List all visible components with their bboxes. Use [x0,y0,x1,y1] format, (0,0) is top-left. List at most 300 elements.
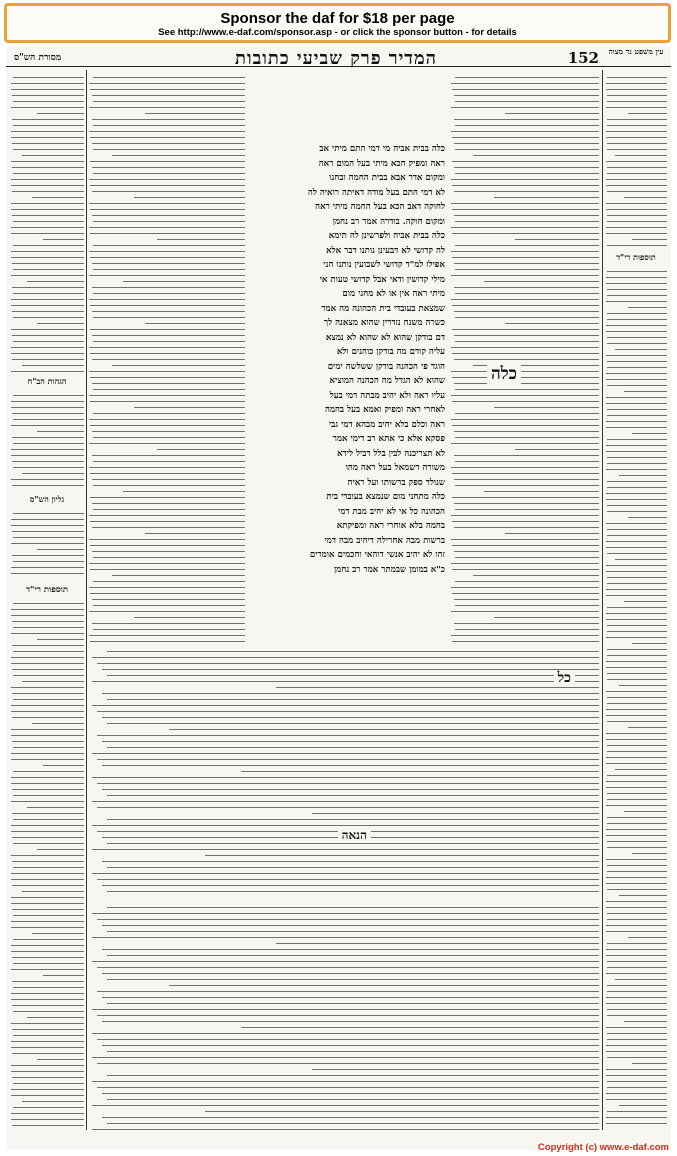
text-line [13,843,84,845]
text-line [454,191,600,193]
text-line [607,529,667,531]
text-line [12,167,84,169]
text-line [452,473,599,475]
text-line [454,167,600,169]
text-line [454,623,600,625]
text-line [615,979,667,981]
text-line [102,997,599,999]
text-line [454,383,600,385]
text-line [13,747,84,749]
masoret-hashas-label: מסורת הש"ס [14,53,62,63]
text-line [11,633,84,635]
text-line [494,197,599,199]
text-line [12,555,84,557]
text-line [606,667,667,669]
page-title: המדיר פרק שביעי כתובות [235,48,437,69]
text-line [606,829,667,831]
text-line [452,209,599,211]
text-line [607,583,667,585]
text-line [93,317,245,319]
text-line [11,371,84,373]
text-line [37,639,84,641]
text-line [12,531,84,533]
text-line [11,543,84,545]
footer-commentary-block [87,902,599,1130]
text-line [454,311,600,313]
text-line [92,753,599,755]
text-line [607,961,667,963]
text-line [628,307,667,309]
text-line [32,723,84,725]
text-line [454,287,600,289]
text-line [11,729,84,731]
text-line [11,873,84,875]
text-line [11,1041,84,1043]
gemara-line: כלה בבית אביה מי דמי התם מיתי אב [319,144,445,154]
text-line [606,203,667,205]
hanaa-dibur-hamatchil: הנאה [338,828,371,843]
text-line [112,365,245,367]
text-line [90,425,245,427]
sponsor-banner-subtitle[interactable]: See http://www.e-daf.com/sponsor.asp - or click the sponsor button - for details [158,27,517,38]
text-line [93,221,245,223]
text-line [107,1075,599,1077]
text-line [92,599,245,601]
text-line [606,325,667,327]
text-line [37,323,84,325]
text-line [607,511,667,513]
text-line [11,705,84,707]
text-line [607,119,667,121]
text-line [607,361,667,363]
text-line [515,449,599,451]
text-line [107,979,599,981]
ein-mishpat-column [605,72,667,250]
copyright-link[interactable]: Copyright (c) www.e-daf.com [537,1142,669,1153]
text-line [624,601,667,603]
text-line [11,329,84,331]
text-line [11,687,84,689]
text-line [90,257,245,259]
gemara-line: ראה ומפיק הכא מיתי בעל המום ראה [318,158,445,169]
text-line [145,533,245,535]
text-line [484,281,600,283]
gemara-text [249,142,445,577]
text-line [11,753,84,755]
text-line [93,269,245,271]
text-line [452,497,599,499]
text-line [89,539,245,541]
text-line [607,943,667,945]
gemara-line: בהמה בלא אוחרי ראה ומפיקתא [336,521,445,531]
hagahot-habach-heading: הגהות הב"ח [12,376,82,386]
hagahot-habach-text [10,395,84,491]
text-line [452,593,599,595]
text-line [454,143,600,145]
text-line [607,505,667,507]
text-line [37,113,84,115]
text-line [22,1101,84,1103]
text-line [607,77,667,79]
text-line [606,955,667,957]
text-line [607,481,667,483]
text-line [607,295,667,297]
text-line [452,401,599,403]
text-line [93,389,245,391]
text-line [134,617,245,619]
text-line [312,813,599,815]
gemara-line: ומקום חוקה. בודרה אמר רב נחמן [332,216,445,227]
text-line [455,269,599,271]
text-line [455,461,599,463]
text-line [505,533,600,535]
text-line [454,95,600,97]
text-line [11,879,84,881]
text-line [102,693,599,695]
text-line [607,847,667,849]
text-line [90,401,245,403]
text-line [454,599,600,601]
tosafot-rid-left-text [10,603,84,1127]
text-line [12,717,84,719]
text-line [102,765,599,767]
text-line [624,1021,667,1023]
text-line [607,1081,667,1083]
text-line [11,131,84,133]
text-line [607,409,667,411]
text-line [13,173,84,175]
text-line [607,793,667,795]
text-line [92,1081,599,1083]
text-line [607,631,667,633]
text-line [89,83,245,85]
text-line [102,885,599,887]
text-line [97,1063,599,1065]
text-line [606,997,667,999]
text-line [452,233,599,235]
text-line [12,263,84,265]
text-line [89,443,245,445]
text-line [13,317,84,319]
text-line [11,801,84,803]
text-line [22,365,84,367]
text-line [607,95,667,97]
text-line [92,1009,599,1011]
text-line [606,565,667,567]
text-line [89,275,245,277]
text-line [92,287,245,289]
text-line [451,419,600,421]
text-line [606,445,667,447]
text-line [606,835,667,837]
text-line [452,257,599,259]
text-line [606,907,667,909]
gemara-line: מילי קדושין ודאי אבל קדושי טעות אי [319,274,445,285]
text-line [606,161,667,163]
text-line [11,831,84,833]
text-line [11,897,84,899]
text-line [13,245,84,247]
sponsor-banner[interactable] [4,3,671,43]
text-line [452,641,599,643]
text-line [606,661,667,663]
text-line [451,635,600,637]
tosafot-rid-left-heading: תוספות רי"ד [12,584,82,595]
ein-mishpat-label: עין משפט נר מצוה [608,47,664,56]
text-line [606,715,667,717]
text-line [13,537,84,539]
text-line [451,371,600,373]
text-line [107,819,599,821]
text-line [107,931,599,933]
text-line [454,503,600,505]
text-line [12,813,84,815]
text-line [607,721,667,723]
rashi-column-upper [449,72,599,642]
text-line [169,729,599,731]
text-line [12,837,84,839]
text-line [606,283,667,285]
gemara-line: עליה קודם מה בודקן כוהנים ולא [336,347,445,357]
text-line [505,113,600,115]
text-line [12,885,84,887]
gemara-line: כ"א במומן שבמתר אמר רב נחמן [333,564,445,575]
text-line [11,519,84,521]
text-line [606,739,667,741]
text-line [455,77,599,79]
text-line [93,509,245,511]
text-line [607,1033,667,1035]
text-line [32,933,84,935]
text-line [13,77,84,79]
text-line [619,895,667,897]
text-line [606,1075,667,1077]
text-line [93,245,245,247]
text-line [92,191,245,193]
text-line [12,1053,84,1055]
text-line [11,83,84,85]
gemara-line: זהו לא יהיב אנשי דוהאי וחכמים אומרים [309,550,445,560]
text-line [32,197,84,199]
text-line [22,681,84,683]
text-line [607,679,667,681]
text-line [92,937,599,939]
gemara-line: עליו ראה ולא יהיב מבתה דמי בעל [329,390,445,401]
text-line [451,179,600,181]
text-line [89,515,245,517]
text-line [607,125,667,127]
text-line [632,1063,667,1065]
text-line [89,203,245,205]
text-line [606,757,667,759]
rashi-text-upper [449,77,599,643]
text-line [606,859,667,861]
text-line [11,945,84,947]
text-line [606,589,667,591]
kala-dibur-hamatchil: כלה [487,364,521,384]
text-line [92,657,599,659]
text-line [90,497,245,499]
text-line [123,491,245,493]
text-line [628,113,667,115]
text-line [13,443,84,445]
text-line [90,185,245,187]
text-line [606,499,667,501]
text-line [93,629,245,631]
text-line [452,425,599,427]
text-line [455,293,599,295]
text-line [102,1117,599,1119]
text-line [13,771,84,773]
text-line [606,571,667,573]
text-line [13,419,84,421]
text-line [624,811,667,813]
text-line [606,1123,667,1125]
right-margin-divider [602,70,603,1130]
text-line [92,1129,599,1131]
text-line [134,407,245,409]
gemara-line: הוגד פי הכהנה בודקן ששלשה ימים [327,361,445,372]
text-line [89,611,245,613]
text-line [22,473,84,475]
text-line [92,551,245,553]
text-line [93,149,245,151]
gemara-line: לה קדושי לא דבעינן נותנו דבר אלא [326,245,445,256]
text-line [11,185,84,187]
text-line [454,527,600,529]
text-line [11,969,84,971]
tosafot-rid-right-text [605,271,667,1127]
text-line [102,1021,599,1023]
text-line [607,149,667,151]
text-line [107,1123,599,1125]
gemara-line: לאחרי ראה ומפיק ואמא בעל בהמה [324,405,445,415]
text-line [241,771,599,773]
text-line [11,777,84,779]
text-line [93,293,245,295]
text-line [93,413,245,415]
text-line [505,323,600,325]
text-line [205,855,599,857]
text-line [607,337,667,339]
text-line [454,263,600,265]
text-line [11,711,84,713]
text-line [11,347,84,349]
text-line [93,125,245,127]
text-line [619,1105,667,1107]
text-line [92,1057,599,1059]
text-line [615,769,667,771]
text-line [12,437,84,439]
text-line [607,313,667,315]
text-line [92,1105,599,1107]
gemara-line: משורה דשמאל בעל ראה מהו [345,463,445,473]
text-line [13,963,84,965]
text-line [93,101,245,103]
gemara-line: דם בודקן שהוא לא שהוא לא נמצא [325,332,445,343]
text-line [455,413,599,415]
text-line [276,687,599,689]
text-line [606,137,667,139]
text-line [107,891,599,893]
text-line [12,311,84,313]
text-line [89,299,245,301]
text-line [607,221,667,223]
text-line [97,759,599,761]
text-line [13,939,84,941]
text-line [92,479,245,481]
text-line [451,515,600,517]
text-line [606,469,667,471]
text-line [102,861,599,863]
text-line [455,605,599,607]
tosafot-rid-right-column [605,266,667,1126]
text-line [455,485,599,487]
text-line [454,215,600,217]
text-line [11,179,84,181]
text-line [606,523,667,525]
text-line [452,329,599,331]
text-line [628,937,667,939]
text-line [11,161,84,163]
text-line [97,1039,599,1041]
text-line [13,627,84,629]
gemara-line: לא דמי התם בעל מודה דאיתה רואיה לה [307,187,445,198]
text-line [455,557,599,559]
text-line [632,239,667,241]
text-line [11,609,84,611]
text-line [89,131,245,133]
text-line [92,455,245,457]
text-line [89,371,245,373]
text-line [11,1065,84,1067]
text-line [97,735,599,737]
text-line [606,131,667,133]
text-line [157,449,245,451]
text-line [13,651,84,653]
text-line [452,185,599,187]
text-line [123,281,245,283]
text-line [13,675,84,677]
text-line [102,949,599,951]
text-line [107,747,599,749]
page-number: 152 [567,49,599,67]
text-line [92,263,245,265]
text-line [607,967,667,969]
text-line [11,1023,84,1025]
text-line [473,155,599,157]
text-line [92,873,599,875]
gemara-column [249,142,445,582]
tosafot-text-upper [87,77,245,643]
text-line [92,503,245,505]
text-line [13,561,84,563]
text-line [606,781,667,783]
gemara-line: לחוקה דאב הכא בעל החמה מיתי ראה [315,202,445,212]
text-line [11,275,84,277]
text-line [11,573,84,575]
text-line [90,641,245,643]
text-line [607,1057,667,1059]
text-line [13,149,84,151]
text-line [455,245,599,247]
text-line [89,251,245,253]
text-line [12,215,84,217]
text-line [606,925,667,927]
text-line [607,913,667,915]
text-line [11,1119,84,1121]
text-line [455,317,599,319]
